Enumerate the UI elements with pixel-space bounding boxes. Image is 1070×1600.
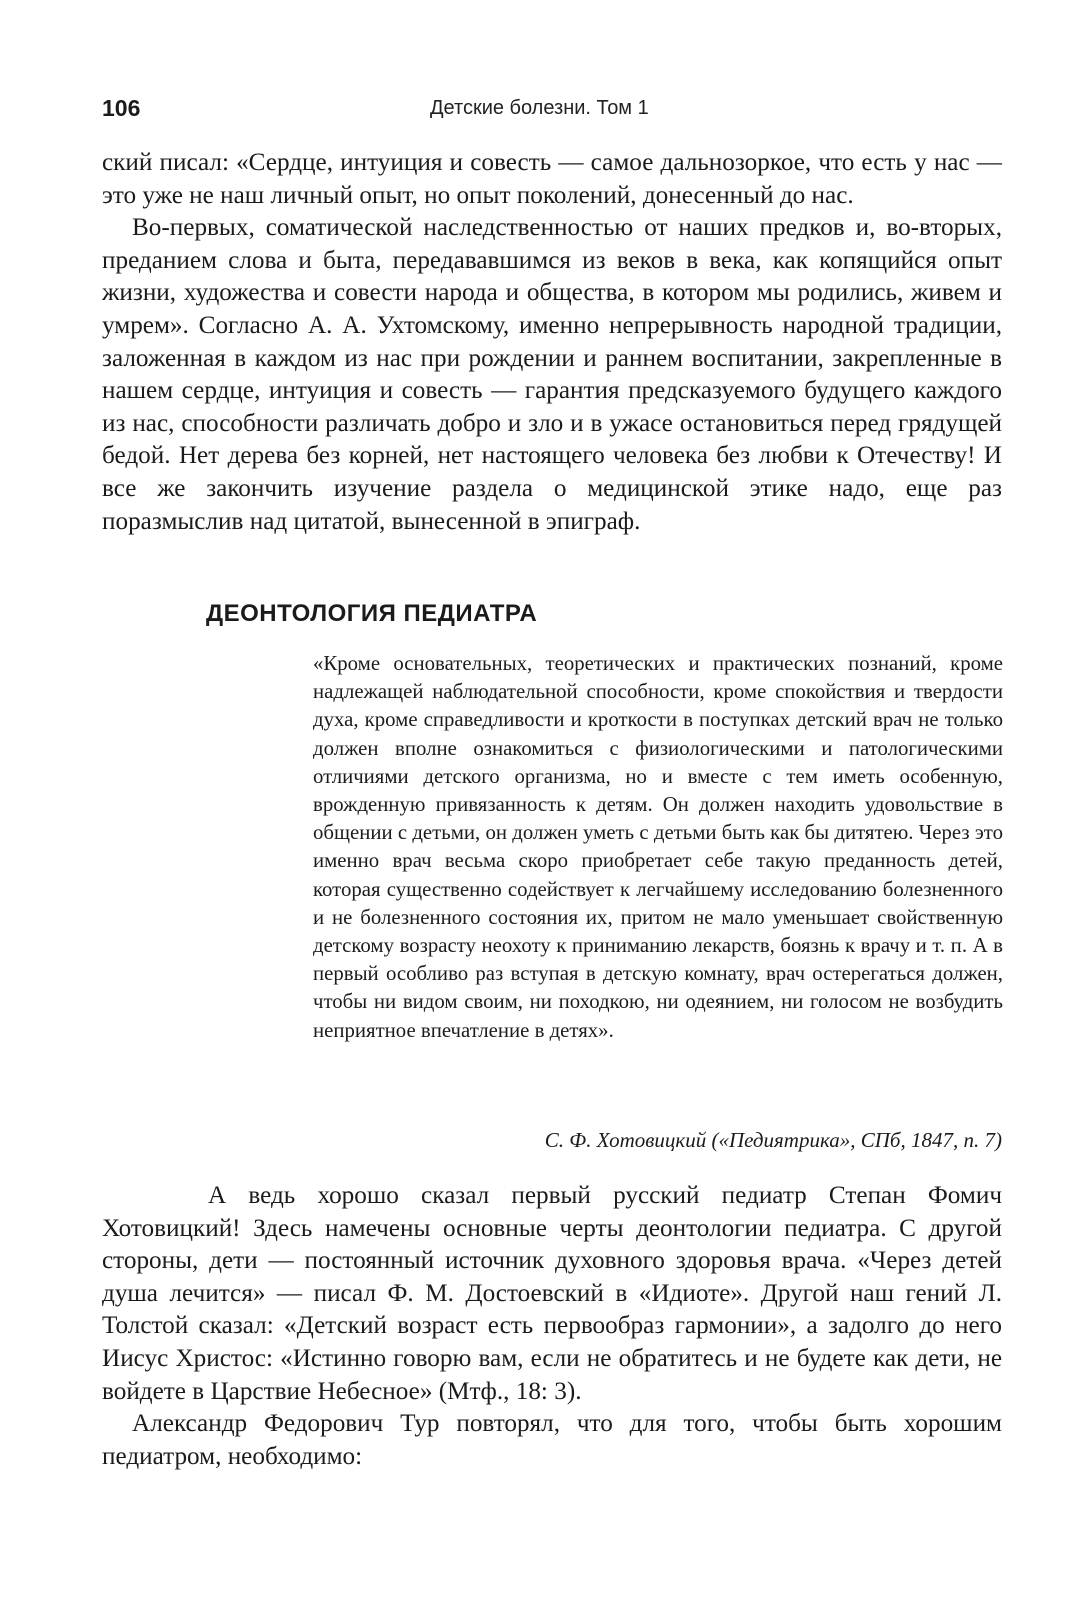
page-header [0, 92, 1070, 128]
paragraph: А ведь хорошо сказал первый русский педиатр Степан Фомич Хотовицкий! Здесь намечены основные черты деонтологии педиатра. С другой стороны, дети — постоянный источник духовного здоровья врача. «Через детей душа лечится» — писал Ф. М. Достоевский в «Идиоте». Другой наш гений Л. Толстой сказал: «Детский возраст есть первообраз гармонии», а задолго до него Иисус Христос: «Истинно говорю вам, если не обратитесь и не будете как дети, не войдете в Царствие Небесное» (Мтф., 18: 3). [102, 1182, 1002, 1405]
body-text-bottom [102, 1180, 1002, 1473]
body-text-top [102, 147, 1002, 538]
epigraph-attribution: С. Ф. Хотовицкий («Педиятрика», СПб, 1847, п. 7) [544, 1128, 1002, 1152]
paragraph: Во-первых, соматической наследственностью от наших предков и, во-вторых, преданием слова и быта, передававшимся из веков в века, как копящийся опыт жизни, художества и совести народа и общества, в котором мы родились, живем и умрем». Согласно А. А. Ухтомскому, именно непрерывность народной традиции, заложенная в каждом из нас при рождении и раннем воспитании, закрепленные в нашем сердце, интуиция и совесть — гарантия предсказуемого будущего каждого из нас, способности различать добро и зло и в ужасе остановиться перед грядущей бедой. Нет дерева без корней, нет настоящего человека без любви к Отечеству! И все же закончить изучение раздела о медицинской этике надо, еще раз поразмыслив над цитатой, вынесенной в эпиграф. [102, 214, 1002, 535]
epigraph-text: «Кроме основательных, теоретических и практических познаний, кроме надлежащей наблюдательной способности, кроме спокойствия и твердости духа, кроме справедливости и кроткости в поступках детский врач не только должен вполне ознакомиться с физиологическими и патологическими отличиями детского организма, но и вместе с тем иметь особенную, врожденную привязанность к детям. Он должен находить удовольствие в общении с детьми, он должен уметь с детьми быть как бы дитятею. Через это именно врач весьма скоро приобретает себе такую преданность детей, которая существенно содействует к легчайшему исследованию болезненного и не болезненного состояния их, притом не мало уменьшает свойственную детскому возрасту неохоту к приниманию лекарств, боязнь к врачу и т. п. А в первый особливо раз вступая в детскую комнату, врач остерегаться должен, чтобы ни видом своим, ни походкою, ни одеянием, ни голосом не возбудить неприятное впечатление в детях». [313, 652, 1003, 1042]
paragraph-continued: ский писал: «Сердце, интуиция и совесть — самое дальнозоркое, что есть у нас — это уже не наш личный опыт, но опыт поколений, донесенный до нас. [102, 149, 1002, 209]
paragraph: Александр Федорович Тур повторял, что для того, чтобы быть хорошим педиатром, необходимо: [102, 1410, 1002, 1470]
section-heading: ДЕОНТОЛОГИЯ ПЕДИАТРА [206, 600, 538, 627]
running-title: Детские болезни. Том 1 [430, 97, 649, 119]
epigraph-quote [313, 650, 1003, 1045]
page-number: 106 [102, 95, 141, 121]
